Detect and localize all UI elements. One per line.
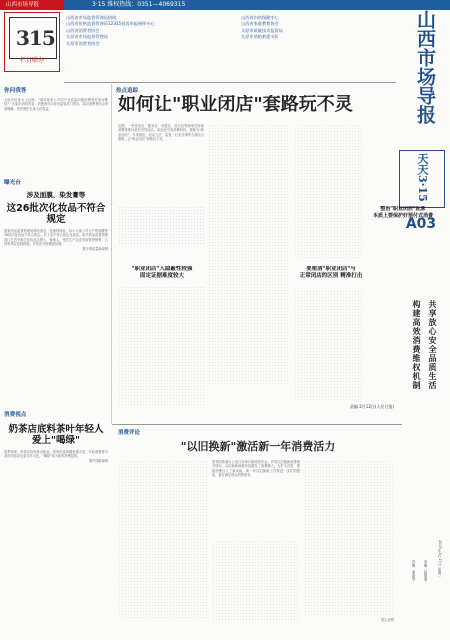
hotline-strip-text: 3·15 维权热线：0351—4069315 — [92, 1, 186, 8]
brand-label: 山西市场导报 — [6, 2, 40, 8]
comment-body: 国务院新闻办公室日前举行新闻发布会，介绍以旧换新政策相关情况。以旧换新政策有效激发了消费潜力，为扩大内需、提振消费注入了新动能。新一年以旧换新工作将进一步扩围提质，更好满足群众消费需求。 — [212, 460, 300, 478]
divider — [112, 424, 402, 425]
partner-item: 山西省家庭教育协会 — [241, 21, 279, 27]
masthead-title: 山西市场导报 — [414, 10, 436, 124]
footer-date: 2025年3月17日 星期一 — [438, 540, 442, 578]
consumer-view-section — [4, 410, 108, 610]
story-body: 国家药品监督管理局网站消息，经抽样检验，标示为某公司生产的面膜等26批次化妆品不符合规定。对上述不符合规定化妆品，相关药品监督管理部门已责令相关化妆品注册人、备案人、受托生产企业采取暂停销售、召回等风险控制措施，并依法开展调查处理。 — [4, 229, 108, 247]
story-source: 据中国质量新闻网 — [82, 246, 108, 251]
story-head: 涉及面膜、染发膏等 — [26, 191, 86, 199]
feature-source: 责编 2月12日(人民日报) — [349, 404, 394, 409]
page-number: A03 — [405, 216, 437, 232]
story-title: 奶茶店底料茶叶年轻人爱上"喝绿" — [8, 424, 104, 446]
text-block — [208, 124, 290, 384]
text-block — [212, 540, 300, 620]
comment-header — [118, 428, 218, 438]
partner-list-right — [241, 15, 381, 41]
partner-item: 山西省价格监督管理局12315投诉举报指挥中心 — [66, 21, 155, 27]
feature-subhead: 要厘清"职业闭店"与 正常闭店的区别 精准打击 — [299, 266, 363, 279]
story-body: 春季到来，奶茶店纷纷推出新品，茶底的选择越来越丰富，年轻消费者对茶饮的追求也更加多元化，"喝绿"成为新的消费趋势。 — [4, 450, 108, 459]
feature-tagline: 共享放心安全品质生活 — [428, 300, 438, 390]
exposure-section — [4, 178, 108, 368]
text-block — [294, 124, 364, 258]
masthead-subtitle: 天天3·15 — [416, 153, 429, 202]
feature-tagline: 构建高效消费维权机制 — [412, 300, 422, 390]
masthead-box — [399, 150, 445, 208]
section-tag: 你问我答 — [4, 88, 27, 94]
logo-number: 315 — [16, 26, 55, 50]
header-strip-brand — [0, 0, 64, 10]
story-title: 这26批次化妆品不符合规定 — [6, 203, 106, 225]
feature-title: 如何让"职业闭店"套路玩不灵 — [118, 95, 353, 115]
story-source: 据中国新闻网 — [88, 458, 108, 463]
qa-section — [4, 86, 108, 176]
divider — [64, 82, 396, 83]
partner-item: 山西省消费者协会 — [66, 27, 100, 33]
partner-item: 太原市质量技术监督局 — [241, 27, 283, 33]
feature-intro: 近期，一些美容店、健身房、母婴店、洗衣店等商家在收取消费者预付款后突然闭店，或由此引发消费纠纷，被称为"职业闭店"。专家指出，应从立法、监管、行业自律等方面综合施策，让"职业闭店"套路玩不灵。 — [118, 124, 204, 142]
section-tag: 曝光台 — [4, 180, 21, 186]
feature-subhead: "职业闭店"入隐蔽性较强 固定证据难度较大 — [131, 266, 193, 279]
section-tag: 消费评论 — [118, 430, 141, 436]
comment-source: 据人民网 — [381, 618, 394, 622]
partner-item: 山西省妇幼保健中心 — [241, 15, 279, 20]
column-divider — [111, 84, 112, 424]
partner-item: 山西省市场监督管理局热线 — [66, 15, 117, 20]
text-block — [294, 290, 364, 400]
column-label: 栏目联办 — [19, 57, 44, 64]
partner-item: 太原市市场监督管理局 — [66, 34, 108, 40]
comment-title: "以旧换新"激活新一年消费活力 — [180, 440, 336, 453]
text-block — [304, 460, 394, 616]
partner-item: 太原市消防救援支队 — [241, 34, 279, 40]
section-tag: 消费视点 — [4, 412, 27, 418]
text-block — [118, 286, 204, 406]
feature-subhead: 整治"职业闭店"乱象 本质上要保护好预付式消费 — [372, 206, 433, 219]
footer-editor: 责编：秦丽琴 — [412, 560, 416, 581]
header-strip — [0, 0, 450, 10]
column-logo — [4, 12, 60, 72]
partner-item: 太原市消费者协会 — [66, 40, 100, 46]
partner-list-left — [66, 15, 216, 47]
logo-frame — [9, 17, 57, 59]
footer-designer: 美编：陆瑞瑞 — [424, 560, 428, 581]
section-tag: 热点追踪 — [116, 88, 139, 94]
text-block — [118, 460, 208, 620]
qa-body: 太原市民某女士反映："请问某家公司的产品质量问题消费者应如何维权？"太原市消协答复：消费者可向市场监管部门投诉，或向消费者协会申请调解，依法维护自身合法权益。 — [4, 98, 108, 111]
partner-list — [66, 15, 386, 71]
text-block — [118, 206, 204, 246]
